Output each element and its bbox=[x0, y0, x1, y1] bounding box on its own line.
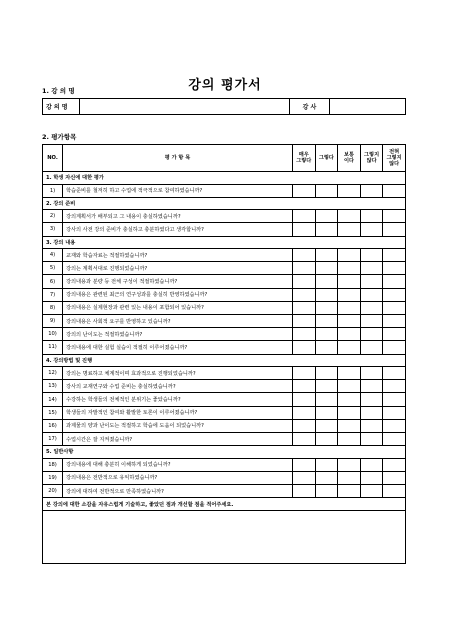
header-rating-5: 전혀 그렇지 않다 bbox=[383, 145, 406, 172]
rating-cell-5[interactable] bbox=[383, 288, 406, 301]
rating-cell-5[interactable] bbox=[383, 458, 406, 471]
rating-cell-1[interactable] bbox=[293, 406, 316, 419]
comment-prompt-row bbox=[43, 498, 406, 511]
rating-cell-2[interactable] bbox=[315, 419, 338, 432]
category-row bbox=[43, 446, 406, 459]
rating-cell-3[interactable] bbox=[338, 380, 361, 393]
category-row bbox=[43, 236, 406, 249]
rating-cell-2[interactable] bbox=[315, 433, 338, 446]
question-text: 학생들의 자발적인 참여와 활발한 토론이 이루어졌습니까? bbox=[63, 406, 293, 419]
rating-cell-3[interactable] bbox=[338, 288, 361, 301]
category-row bbox=[43, 354, 406, 367]
rating-cell-1[interactable] bbox=[293, 315, 316, 328]
question-text: 강사의 사전 강의 준비가 충실하고 충분하였다고 생각합니까? bbox=[63, 223, 293, 236]
category-title: 3. 강의 내용 bbox=[43, 236, 406, 249]
rating-cell-1[interactable] bbox=[293, 262, 316, 275]
rating-cell-3[interactable] bbox=[338, 393, 361, 406]
rating-cell-3[interactable] bbox=[338, 315, 361, 328]
rating-cell-5[interactable] bbox=[383, 393, 406, 406]
rating-cell-3[interactable] bbox=[338, 367, 361, 380]
rating-cell-2[interactable] bbox=[315, 315, 338, 328]
question-number: 7) bbox=[43, 288, 63, 301]
rating-cell-2[interactable] bbox=[315, 223, 338, 236]
rating-cell-2[interactable] bbox=[315, 406, 338, 419]
question-number: 11) bbox=[43, 341, 63, 354]
rating-cell-2[interactable] bbox=[315, 341, 338, 354]
rating-cell-1[interactable] bbox=[293, 288, 316, 301]
rating-cell-1[interactable] bbox=[293, 341, 316, 354]
question-row bbox=[43, 288, 406, 301]
question-number: 15) bbox=[43, 406, 63, 419]
comment-area-row bbox=[43, 511, 406, 564]
rating-cell-4[interactable] bbox=[360, 471, 383, 484]
rating-cell-5[interactable] bbox=[383, 184, 406, 197]
instructor-label: 강 사 bbox=[290, 99, 330, 115]
rating-cell-3[interactable] bbox=[338, 249, 361, 262]
rating-cell-5[interactable] bbox=[383, 419, 406, 432]
rating-cell-4[interactable] bbox=[360, 328, 383, 341]
rating-cell-4[interactable] bbox=[360, 419, 383, 432]
rating-cell-3[interactable] bbox=[338, 184, 361, 197]
question-text: 강의내용은 사회적 요구를 반영하고 있습니까? bbox=[63, 315, 293, 328]
table-header-row bbox=[43, 145, 406, 172]
question-text: 강의내용은 관련된 최근의 연구성과를 충실히 반영하였습니까? bbox=[63, 288, 293, 301]
question-row bbox=[43, 184, 406, 197]
rating-cell-4[interactable] bbox=[360, 249, 383, 262]
rating-cell-1[interactable] bbox=[293, 223, 316, 236]
rating-cell-4[interactable] bbox=[360, 184, 383, 197]
rating-cell-2[interactable] bbox=[315, 249, 338, 262]
category-title: 4. 강의방법 및 진행 bbox=[43, 354, 406, 367]
form-title: 강의 평가서 bbox=[188, 78, 262, 93]
rating-cell-4[interactable] bbox=[360, 380, 383, 393]
rating-cell-2[interactable] bbox=[315, 262, 338, 275]
question-row bbox=[43, 275, 406, 288]
rating-cell-4[interactable] bbox=[360, 393, 383, 406]
rating-cell-3[interactable] bbox=[338, 485, 361, 498]
rating-cell-3[interactable] bbox=[338, 262, 361, 275]
question-number: 14) bbox=[43, 393, 63, 406]
question-text: 학습준비를 철저히 하고 수업에 적극적으로 참여하였습니까? bbox=[63, 184, 293, 197]
rating-cell-2[interactable] bbox=[315, 301, 338, 314]
rating-cell-1[interactable] bbox=[293, 458, 316, 471]
rating-cell-2[interactable] bbox=[315, 485, 338, 498]
question-row bbox=[43, 341, 406, 354]
rating-cell-5[interactable] bbox=[383, 223, 406, 236]
rating-cell-3[interactable] bbox=[338, 471, 361, 484]
rating-cell-2[interactable] bbox=[315, 275, 338, 288]
question-text: 강의는 명료하고 체계적이며 효과적으로 진행되었습니까? bbox=[63, 367, 293, 380]
rating-cell-1[interactable] bbox=[293, 328, 316, 341]
question-number: 6) bbox=[43, 275, 63, 288]
question-row bbox=[43, 458, 406, 471]
comment-prompt: 본 강의에 대한 소감을 자유스럽게 기술하고, 좋았던 점과 개선할 점을 적어주세요. bbox=[43, 498, 406, 511]
question-number: 18) bbox=[43, 458, 63, 471]
question-text: 강의내용은 실제현장과 관련 있는 내용이 포함되어 있습니까? bbox=[63, 301, 293, 314]
question-number: 12) bbox=[43, 367, 63, 380]
category-title: 5. 일반사항 bbox=[43, 446, 406, 459]
rating-cell-5[interactable] bbox=[383, 433, 406, 446]
rating-cell-5[interactable] bbox=[383, 367, 406, 380]
rating-cell-1[interactable] bbox=[293, 419, 316, 432]
question-number: 19) bbox=[43, 471, 63, 484]
question-text: 강의의 난이도는 적절하였습니까? bbox=[63, 328, 293, 341]
question-text: 강의내용은 전반적으로 유익하였습니까? bbox=[63, 471, 293, 484]
rating-cell-3[interactable] bbox=[338, 458, 361, 471]
rating-cell-3[interactable] bbox=[338, 223, 361, 236]
question-row bbox=[43, 471, 406, 484]
rating-cell-1[interactable] bbox=[293, 184, 316, 197]
question-number: 4) bbox=[43, 249, 63, 262]
rating-cell-1[interactable] bbox=[293, 380, 316, 393]
question-row bbox=[43, 393, 406, 406]
question-number: 2) bbox=[43, 210, 63, 223]
question-number: 9) bbox=[43, 315, 63, 328]
instructor-field[interactable] bbox=[330, 99, 406, 115]
rating-cell-2[interactable] bbox=[315, 471, 338, 484]
rating-cell-3[interactable] bbox=[338, 406, 361, 419]
rating-cell-5[interactable] bbox=[383, 249, 406, 262]
rating-cell-4[interactable] bbox=[360, 223, 383, 236]
question-row bbox=[43, 249, 406, 262]
question-number: 13) bbox=[43, 380, 63, 393]
question-number: 3) bbox=[43, 223, 63, 236]
section-2-heading: 2. 평가항목 bbox=[42, 133, 77, 141]
rating-cell-1[interactable] bbox=[293, 367, 316, 380]
question-text: 강의내용과 분량 등 전체 구성이 적절하였습니까? bbox=[63, 275, 293, 288]
rating-cell-2[interactable] bbox=[315, 393, 338, 406]
question-text: 수업시간은 잘 지켜졌습니까? bbox=[63, 433, 293, 446]
header-rating-2: 그렇다 bbox=[315, 145, 338, 172]
question-number: 5) bbox=[43, 262, 63, 275]
rating-cell-5[interactable] bbox=[383, 262, 406, 275]
rating-cell-1[interactable] bbox=[293, 393, 316, 406]
rating-cell-4[interactable] bbox=[360, 210, 383, 223]
evaluation-table bbox=[42, 144, 406, 564]
question-text: 강의는 계획서대로 진행되었습니까? bbox=[63, 262, 293, 275]
question-number: 10) bbox=[43, 328, 63, 341]
rating-cell-2[interactable] bbox=[315, 328, 338, 341]
question-row bbox=[43, 328, 406, 341]
rating-cell-1[interactable] bbox=[293, 249, 316, 262]
rating-cell-4[interactable] bbox=[360, 275, 383, 288]
question-row bbox=[43, 367, 406, 380]
rating-cell-1[interactable] bbox=[293, 301, 316, 314]
question-row bbox=[43, 433, 406, 446]
course-name-field[interactable] bbox=[80, 99, 290, 115]
question-row bbox=[43, 315, 406, 328]
question-text: 교재와 학습자료는 적절하였습니까? bbox=[63, 249, 293, 262]
category-row bbox=[43, 172, 406, 185]
rating-cell-1[interactable] bbox=[293, 471, 316, 484]
rating-cell-2[interactable] bbox=[315, 210, 338, 223]
rating-cell-5[interactable] bbox=[383, 471, 406, 484]
rating-cell-4[interactable] bbox=[360, 301, 383, 314]
course-name-label: 강 의 명 bbox=[43, 99, 80, 115]
rating-cell-2[interactable] bbox=[315, 367, 338, 380]
rating-cell-4[interactable] bbox=[360, 262, 383, 275]
header-item: 평 가 항 목 bbox=[63, 145, 293, 172]
rating-cell-3[interactable] bbox=[338, 275, 361, 288]
question-number: 20) bbox=[43, 485, 63, 498]
rating-cell-2[interactable] bbox=[315, 458, 338, 471]
rating-cell-2[interactable] bbox=[315, 380, 338, 393]
question-row bbox=[43, 210, 406, 223]
rating-cell-5[interactable] bbox=[383, 315, 406, 328]
header-no: NO. bbox=[43, 145, 63, 172]
question-text: 강의내용에 대한 실험 실습이 적절히 이루어졌습니까? bbox=[63, 341, 293, 354]
question-row bbox=[43, 485, 406, 498]
rating-cell-3[interactable] bbox=[338, 433, 361, 446]
rating-cell-3[interactable] bbox=[338, 328, 361, 341]
category-title: 1. 학생 자신에 대한 평가 bbox=[43, 172, 406, 185]
category-title: 2. 강의 준비 bbox=[43, 197, 406, 210]
rating-cell-5[interactable] bbox=[383, 210, 406, 223]
question-row bbox=[43, 380, 406, 393]
rating-cell-3[interactable] bbox=[338, 210, 361, 223]
rating-cell-4[interactable] bbox=[360, 406, 383, 419]
question-text: 강의계획서가 배부되고 그 내용이 충실하였습니까? bbox=[63, 210, 293, 223]
rating-cell-4[interactable] bbox=[360, 367, 383, 380]
rating-cell-2[interactable] bbox=[315, 184, 338, 197]
rating-cell-5[interactable] bbox=[383, 275, 406, 288]
rating-cell-1[interactable] bbox=[293, 485, 316, 498]
rating-cell-4[interactable] bbox=[360, 315, 383, 328]
header-rating-3: 보통 이다 bbox=[338, 145, 361, 172]
rating-cell-4[interactable] bbox=[360, 341, 383, 354]
question-number: 8) bbox=[43, 301, 63, 314]
rating-cell-4[interactable] bbox=[360, 433, 383, 446]
rating-cell-5[interactable] bbox=[383, 380, 406, 393]
question-text: 강사의 교재연구와 수업 준비는 충실하였습니까? bbox=[63, 380, 293, 393]
rating-cell-5[interactable] bbox=[383, 406, 406, 419]
question-row bbox=[43, 223, 406, 236]
rating-cell-4[interactable] bbox=[360, 288, 383, 301]
category-row bbox=[43, 197, 406, 210]
header-rating-1: 매우 그렇다 bbox=[293, 145, 316, 172]
question-text: 과제물의 양과 난이도는 적절하고 학습에 도움이 되었습니까? bbox=[63, 419, 293, 432]
rating-cell-3[interactable] bbox=[338, 301, 361, 314]
question-number: 1) bbox=[43, 184, 63, 197]
rating-cell-2[interactable] bbox=[315, 288, 338, 301]
question-row bbox=[43, 301, 406, 314]
section-1-heading: 1. 강 의 명 bbox=[42, 87, 75, 95]
rating-cell-4[interactable] bbox=[360, 485, 383, 498]
question-number: 16) bbox=[43, 419, 63, 432]
question-text: 강의내용에 대해 충분히 이해하게 되었습니까? bbox=[63, 458, 293, 471]
rating-cell-5[interactable] bbox=[383, 485, 406, 498]
comment-area[interactable] bbox=[43, 511, 406, 564]
question-text: 수강하는 학생들의 전체적인 분위기는 좋았습니까? bbox=[63, 393, 293, 406]
rating-cell-3[interactable] bbox=[338, 419, 361, 432]
rating-cell-1[interactable] bbox=[293, 433, 316, 446]
rating-cell-1[interactable] bbox=[293, 275, 316, 288]
question-text: 강의에 대하여 전반적으로 만족하였습니까? bbox=[63, 485, 293, 498]
rating-cell-3[interactable] bbox=[338, 341, 361, 354]
question-row bbox=[43, 262, 406, 275]
header-rating-4: 그렇지 않다 bbox=[360, 145, 383, 172]
rating-cell-1[interactable] bbox=[293, 210, 316, 223]
rating-cell-5[interactable] bbox=[383, 341, 406, 354]
question-row bbox=[43, 406, 406, 419]
rating-cell-5[interactable] bbox=[383, 328, 406, 341]
question-row bbox=[43, 419, 406, 432]
course-info-table bbox=[42, 98, 406, 115]
rating-cell-4[interactable] bbox=[360, 458, 383, 471]
question-number: 17) bbox=[43, 433, 63, 446]
rating-cell-5[interactable] bbox=[383, 301, 406, 314]
